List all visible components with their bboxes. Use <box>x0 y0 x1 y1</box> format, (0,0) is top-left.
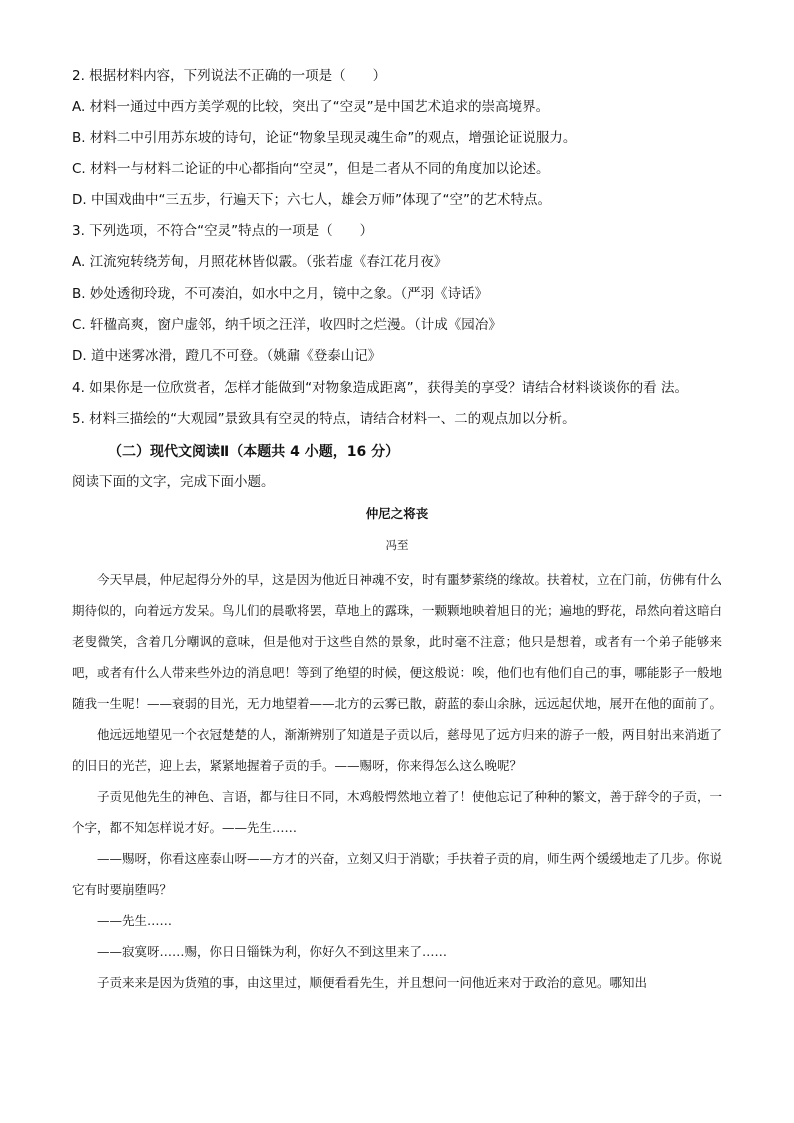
question-2-option-a: A. 材料一通过中西方美学观的比较，突出了“空灵”是中国艺术追求的崇高境界。 <box>72 99 550 115</box>
essay-paragraph: 子贡来来是因为货殖的事，由这里过，顺便看看先生，并且想问一问他近来对于政治的意见。哪知出 <box>97 975 648 990</box>
question-3-option-d: D. 道中迷雾冰滑，蹬几不可登。（姚鼐《登泰山记》 <box>72 348 382 364</box>
question-4: 4. 如果你是一位欣赏者，怎样才能做到“对物象造成距离”，获得美的享受？请结合材料谈谈你的看 法。 <box>72 380 688 396</box>
question-3-stem: 3. 下列选项，不符合“空灵”特点的一项是（ ） <box>72 223 374 239</box>
question-3-option-c: C. 轩楹高爽，窗户虚邻，纳千顷之汪洋，收四时之烂漫。（计成《园冶》 <box>72 317 502 333</box>
essay-author: 冯至 <box>385 538 409 552</box>
question-3-option-a: A. 江流宛转绕芳甸，月照花林皆似霰。（张若虚《春江花月夜》 <box>72 254 448 270</box>
question-2-option-b: B. 材料二中引用苏东坡的诗句，论证“物象呈现灵魂生命”的观点，增强论证说服力。 <box>72 130 577 146</box>
essay-title: 仲尼之将丧 <box>365 506 429 521</box>
essay-paragraph: ——寂寞呀……赐，你日日锱铢为利，你好久不到这里来了…… <box>97 944 448 959</box>
section-heading: （二）现代文阅读Ⅱ（本题共 4 小题，16 分） <box>108 444 400 460</box>
essay-paragraph: 今天早晨，仲尼起得分外的早，这是因为他近日神魂不安，时有噩梦萦绕的缘故。扶着杖，立在门前，仿佛有什么期待似的，向着远方发呆。鸟儿们的晨歌将罢，草地上的露珠，一颗颗地映着旭日的光；遍地的野花，昂然向着这暗白老叟微笑，含着几分嘲讽的意味，但是他对于这些自然的景象，此时毫不注意；他只是想着，或者有一个弟子能够来吧，或者有什么人带来些外边的消息吧！等到了绝望的时候，便这般说：唉，他们也有他们自己的事，哪能影子一般地随我一生呢！——衰弱的目光，无力地望着——北方的云雾已散，蔚蓝的泰山余脉，远远起伏地，展开在他的面前了。 <box>72 572 723 711</box>
question-5: 5. 材料三描绘的“大观园”景致具有空灵的特点，请结合材料一、二的观点加以分析。 <box>72 411 576 427</box>
section-instruction: 阅读下面的文字，完成下面小题。 <box>72 474 275 490</box>
question-2-option-d: D. 中国戏曲中“三五步，行遍天下；六七人，雄会万师”体现了“空”的艺术特点。 <box>72 192 551 208</box>
question-3-option-b: B. 妙处透彻玲珑，不可凑泊，如水中之月，镜中之象。（严羽《诗话》 <box>72 286 489 302</box>
essay-paragraph: ——先生…… <box>97 913 173 928</box>
essay-paragraph: 子贡见他先生的神色、言语，都与往日不同，木鸡般愕然地立着了！使他忘记了种种的繁文，善于辞令的子贡，一个字，都不知怎样说才好。——先生…… <box>72 789 723 835</box>
essay-paragraph: 他远远地望见一个衣冠楚楚的人，渐渐辨别了知道是子贡以后，慈母见了远方归来的游子一般，两目射出来消逝了的旧日的光芒，迎上去，紧紧地握着子贡的手。——赐呀，你来得怎么这么晚呢？ <box>72 727 723 773</box>
essay-body <box>72 564 722 998</box>
question-2-option-c: C. 材料一与材料二论证的中心都指向“空灵”，但是二者从不同的角度加以论述。 <box>72 161 550 177</box>
question-2-stem: 2. 根据材料内容，下列说法不正确的一项是（ ） <box>72 68 387 84</box>
essay-paragraph: ——赐呀，你看这座泰山呀——方才的兴奋，立刻又归于消歇；手扶着子贡的肩，师生两个缓缓地走了几步。你说它有时要崩堕吗？ <box>72 851 723 897</box>
